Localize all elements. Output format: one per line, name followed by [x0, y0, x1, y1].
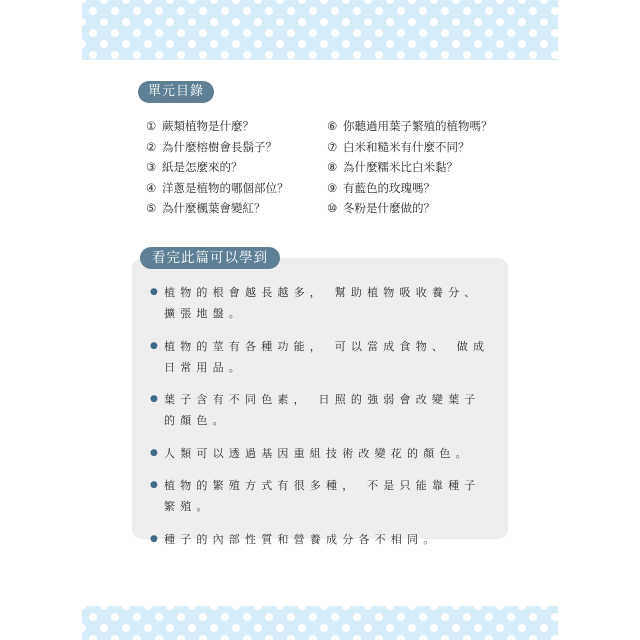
bullet-icon: ●: [150, 533, 158, 544]
learning-goal-item: [150, 443, 490, 464]
toc-item[interactable]: [327, 178, 493, 199]
toc-item[interactable]: [327, 198, 493, 219]
toc-item[interactable]: [146, 116, 289, 137]
toc-item[interactable]: [146, 137, 289, 158]
toc-item-text: 你聽過用葉子繁殖的植物嗎？: [343, 119, 493, 133]
learning-goal-text: 人類可以透過基因重組技術改變花的顏色。: [164, 446, 472, 460]
toc-item-number: ⑧: [327, 160, 338, 174]
toc-item-number: ④: [146, 180, 157, 195]
bullet-icon: ●: [150, 287, 158, 297]
toc-right-column: [327, 116, 493, 219]
learning-goal-item: [150, 336, 490, 378]
toc-item-number: ①: [146, 119, 157, 133]
learning-goal-text: 植物的繁殖方式有很多種， 不是只能靠種子繁殖。: [164, 479, 481, 513]
bullet-icon: ●: [150, 340, 158, 351]
toc-item[interactable]: [327, 137, 493, 158]
toc-item-text: 為什麼楓葉會變紅？: [162, 201, 266, 215]
toc-item-number: ②: [146, 139, 157, 154]
toc-item-number: ⑥: [327, 119, 338, 133]
learning-goal-text: 種子的內部性質和營養成分各不相同。: [164, 532, 440, 546]
toc-item[interactable]: [146, 178, 289, 199]
toc-item-text: 冬粉是什麼做的？: [343, 201, 435, 215]
toc-item-text: 蕨類植物是什麼？: [162, 119, 254, 133]
learning-goal-item: [150, 529, 490, 550]
learning-goal-text: 植物的莖有各種功能， 可以當成食物、 做成日常用品。: [164, 339, 490, 374]
learning-goal-text: 葉子含有不同色素， 日照的強弱會改變葉子的顏色。: [164, 393, 481, 427]
learning-goals-title-badge: 看完此篇可以學到: [140, 247, 280, 269]
toc-item-number: ⑦: [327, 139, 338, 154]
toc-item-number: ⑨: [327, 180, 338, 195]
toc-title-badge: 單元目錄: [138, 81, 214, 103]
toc-item-number: ⑩: [327, 201, 338, 215]
polka-dot-header-band: [82, 0, 558, 60]
toc-item-text: 白米和糙米有什麼不同？: [343, 139, 470, 154]
learning-goal-item: [150, 282, 490, 324]
toc-item[interactable]: [327, 157, 493, 178]
bullet-icon: ●: [150, 394, 158, 404]
polka-dot-footer-band: [82, 606, 558, 640]
toc-item[interactable]: [327, 116, 493, 137]
toc-item-text: 為什麼糯米比白米黏？: [343, 160, 458, 174]
toc-item[interactable]: [146, 157, 289, 178]
learning-goal-item: [150, 475, 490, 517]
toc-item-text: 洋蔥是植物的哪個部位？: [162, 180, 289, 195]
learning-goals-list: [150, 282, 490, 561]
toc-item-text: 有藍色的玫瑰嗎？: [343, 180, 435, 195]
toc-left-column: [146, 116, 289, 219]
toc-item-text: 為什麼榕樹會長鬍子？: [162, 139, 277, 154]
learning-goal-item: [150, 389, 490, 431]
toc-item-number: ③: [146, 160, 157, 174]
bullet-icon: ●: [150, 480, 158, 490]
bullet-icon: ●: [150, 447, 158, 458]
toc-item-number: ⑤: [146, 201, 157, 215]
toc-item[interactable]: [146, 198, 289, 219]
toc-item-text: 紙是怎麼來的？: [162, 160, 243, 174]
learning-goal-text: 植物的根會越長越多， 幫助植物吸收養分、 擴張地盤。: [164, 286, 481, 320]
